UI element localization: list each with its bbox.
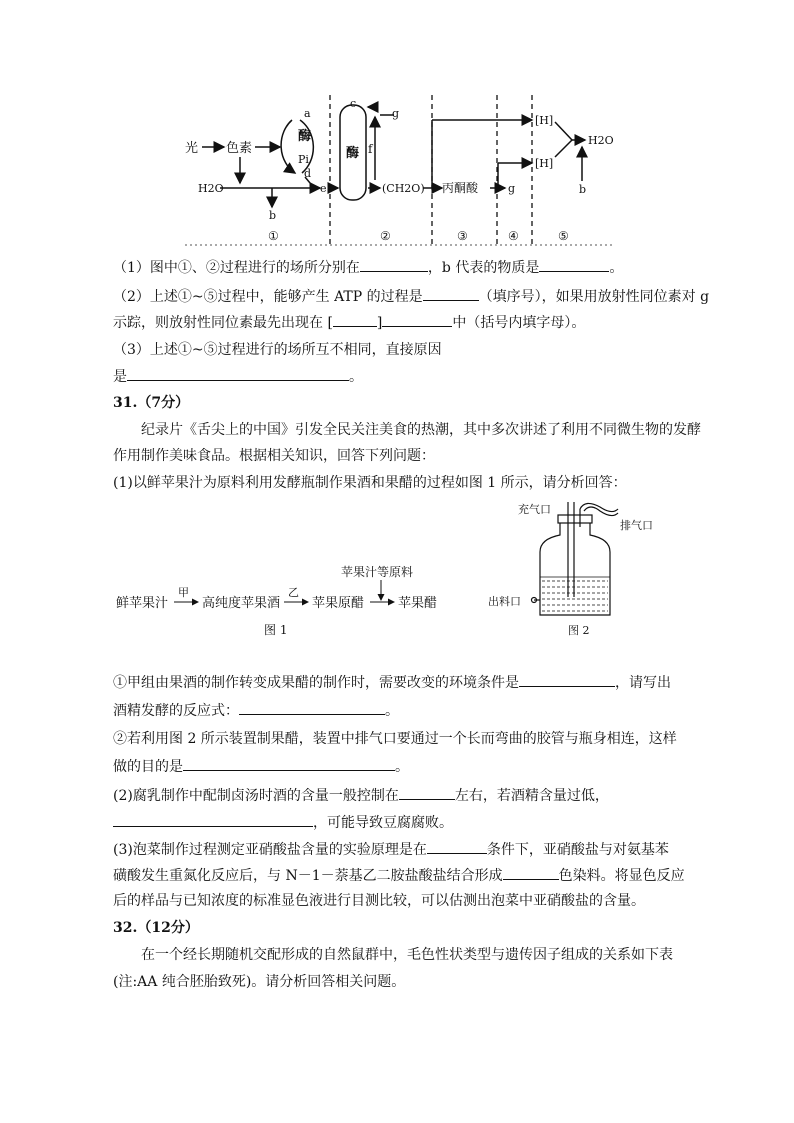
answer-blank[interactable] [183,756,395,771]
stage-5: ⑤ [558,229,569,243]
answer-blank[interactable] [539,257,609,272]
answer-blank[interactable] [113,812,313,827]
figure-1-caption: 图 1 [264,623,288,637]
label-g-top: g [392,107,400,120]
question-2-line-2: 示踪，则放射性同位素最先出现在 [ ] 中（括号内填字母）。 [113,312,585,333]
h2o-right-label: H2O [588,134,614,147]
h-mid-label: [H] [535,157,554,170]
vinegar-label: 苹果醋 [398,596,438,611]
q32-title: 32.（12分） [113,920,199,936]
q31-part-2-line-2: ，可能导致豆腐腐败。 [113,812,453,833]
label-f: f [368,142,373,156]
q31-sub-1-line-2: 酒精发酵的反应式： 。 [113,700,399,721]
stage-1: ① [268,229,279,243]
q31-sub-1-line-1: ①甲组由果酒的制作转变成果醋的制作时，需要改变的环境条件是 ，请写出 [113,672,671,693]
label-d: d [304,167,312,180]
label-pi: Pi [298,153,309,166]
answer-blank[interactable] [333,312,377,327]
q31-title: 31.（7分） [113,395,190,411]
light-label: 光 [185,141,199,156]
q32-text-2: (注:AA 纯合胚胎致死)。请分析回答相关问题。 [113,974,406,990]
q31-sub-2-line-1: ②若利用图 2 所示装置制果醋，装置中排气口要通过一个长而弯曲的胶管与瓶身相连，这样 [113,731,677,747]
q31-part-3-line-1: (3)泡菜制作过程测定亚硝酸盐含量的实验原理是在 条件下，亚硝酸盐与对氨基苯 [113,839,669,860]
label-c: c [350,97,357,110]
question-2-line-1: （2）上述①~⑤过程中，能够产生 ATP 的过程是 （填序号），如果用放射性同位素对 g [113,286,709,307]
q31-part-1: (1)以鲜苹果汁为原料利用发酵瓶制作果酒和果醋的过程如图 1 所示，请分析回答： [113,475,627,491]
ch2o-label: (CH2O) [382,182,425,195]
q31-sub-2-line-2: 做的目的是 。 [113,756,409,777]
sample-port-label: 出料口 [488,595,521,608]
answer-blank[interactable] [239,700,385,715]
fresh-juice-label: 鲜苹果汁 [116,596,169,611]
q31-part-2-line-1: (2)腐乳制作中配制卤汤时酒的含量一般控制在 左右，若酒精含量过低， [113,785,609,806]
question-3-line-1: （3）上述①~⑤过程进行的场所互不相同，直接原因 [113,342,442,358]
answer-blank[interactable] [503,865,559,880]
outlet-label: 排气口 [620,519,653,532]
answer-blank[interactable] [382,312,452,327]
stage-2: ② [380,229,391,243]
answer-blank[interactable] [423,286,479,301]
pigment-label: 色素 [226,141,253,156]
yi-label: 乙 [288,586,299,599]
wine-label: 高纯度苹果酒 [202,596,281,611]
question-3-line-2: 是 。 [113,366,363,387]
answer-blank[interactable] [519,672,615,687]
additive-label: 苹果汁等原料 [341,565,414,579]
enzyme-label-2: 酶 [346,146,360,161]
photosynthesis-respiration-diagram [180,95,620,250]
enzyme-label-1: 酶 [298,129,312,144]
figure-2-caption: 图 2 [568,624,590,637]
answer-blank[interactable] [127,366,349,381]
q31-part-3-line-3: 后的样品与已知浓度的标准显色液进行目测比较，可以估测出泡菜中亚硝酸盐的含量。 [113,893,645,909]
h-top-label: [H] [535,114,554,127]
stage-3: ③ [457,229,468,243]
stage-4: ④ [508,229,519,243]
raw-vinegar-label: 苹果原醋 [312,596,365,611]
answer-blank[interactable] [427,839,487,854]
q31-intro-1: 纪录片《舌尖上的中国》引发全民关注美食的热潮，其中多次讲述了利用不同微生物的发酵 [141,422,701,438]
h2o-left-label: H2O [198,182,224,195]
answer-blank[interactable] [399,785,455,800]
pyruvate-label: 丙酮酸 [442,181,479,195]
q31-intro-2: 作用制作美味食品。根据相关知识，回答下列问题： [113,448,435,464]
label-e: e [320,182,327,195]
label-b-right: b [579,183,587,196]
figure-2-fermenter [488,497,653,637]
q32-text-1: 在一个经长期随机交配形成的自然鼠群中，毛色性状类型与遗传因子组成的关系如下表 [141,947,673,963]
label-a: a [304,107,311,120]
q31-part-3-line-2: 磺酸发生重氮化反应后，与 N－1－萘基乙二胺盐酸盐结合形成 色染料。将显色反应 [113,865,685,886]
question-1: （1）图中①、②过程进行的场所分别在 ，b 代表的物质是 。 [113,257,623,278]
label-b-left: b [269,209,277,222]
label-g-mid: g [508,182,516,195]
figure-1-process [116,560,456,640]
jia-label: 甲 [178,586,189,599]
answer-blank[interactable] [360,257,428,272]
inlet-label: 充气口 [518,503,551,516]
